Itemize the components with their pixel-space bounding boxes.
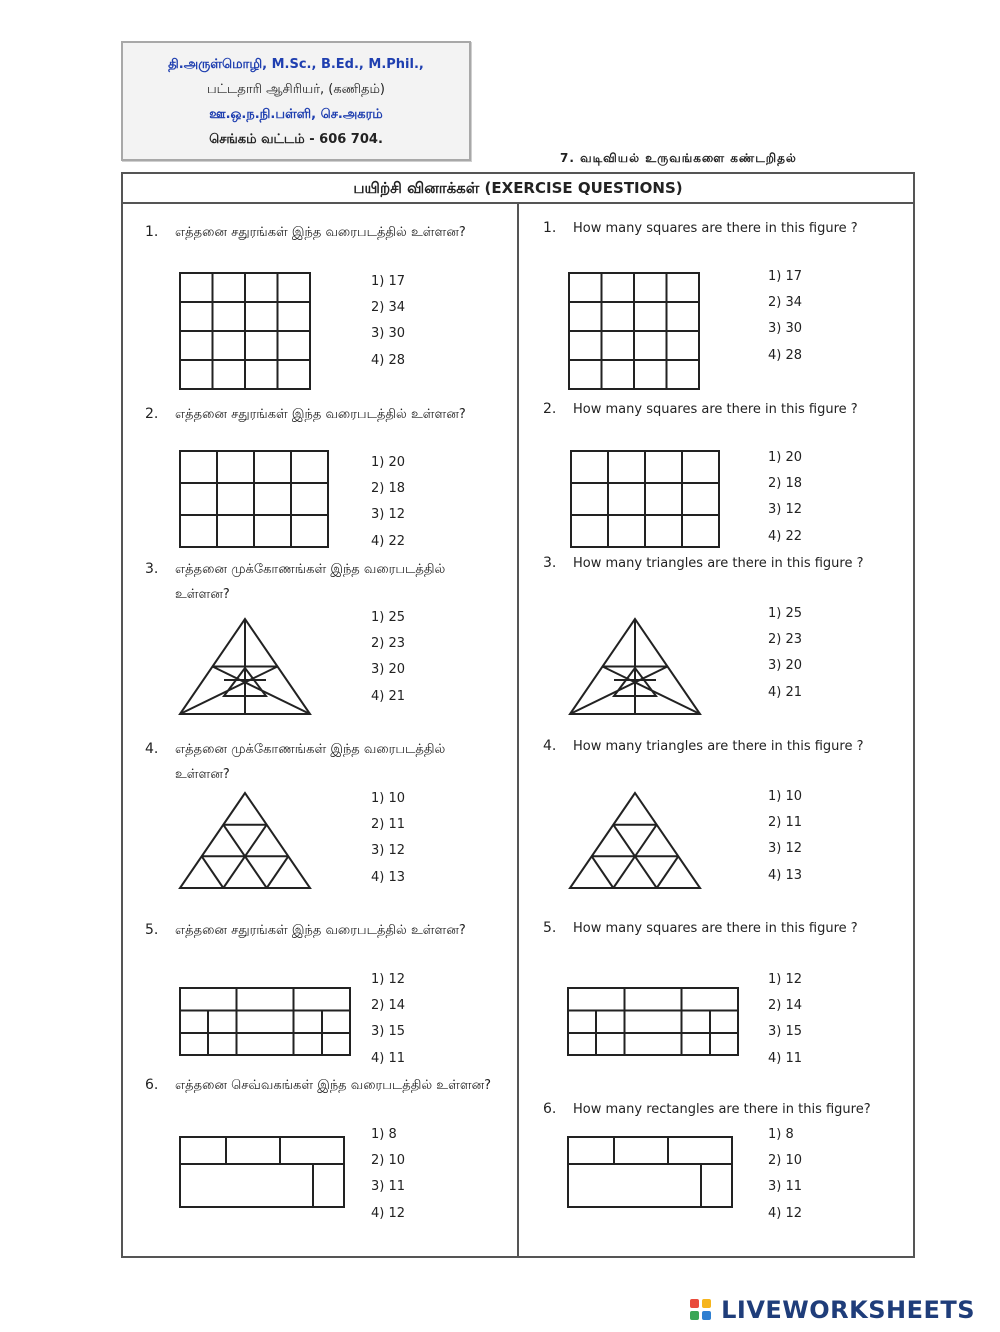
teacher-stamp xyxy=(121,41,471,161)
tamil-q4-option-1[interactable]: 1) 10 xyxy=(371,791,406,806)
worksheet-frame xyxy=(121,172,915,1258)
tamil-q4-option-2[interactable]: 2) 11 xyxy=(371,817,406,832)
tamil-q6-option-3[interactable]: 3) 11 xyxy=(371,1179,406,1194)
english-q4-text: How many triangles are there in this figure ? xyxy=(573,739,864,754)
tamil-q5-text: எத்தனை சதுரங்கள் இந்த வரைபடத்தில் உள்ளன? xyxy=(175,923,466,938)
tamil-q5-option-1[interactable]: 1) 12 xyxy=(371,972,406,987)
exercise-title: பயிற்சி வினாக்கள் (EXERCISE QUESTIONS) xyxy=(123,174,913,204)
english-q3-number: 3. xyxy=(543,555,557,571)
tamil-q3-text: எத்தனை முக்கோணங்கள் இந்த வரைபடத்தில் உள்ளன? xyxy=(175,562,446,602)
english-q5-option-1[interactable]: 1) 12 xyxy=(768,972,803,987)
english-q4-option-2[interactable]: 2) 11 xyxy=(768,815,803,830)
english-q4-option-1[interactable]: 1) 10 xyxy=(768,789,803,804)
english-q6-option-1[interactable]: 1) 8 xyxy=(768,1127,794,1142)
tamil-q6-number: 6. xyxy=(145,1077,159,1093)
english-q2-option-2[interactable]: 2) 18 xyxy=(768,476,803,491)
tamil-q6-text: எத்தனை செவ்வகங்கள் இந்த வரைபடத்தில் உள்ளன? xyxy=(175,1078,492,1093)
english-q1-option-3[interactable]: 3) 30 xyxy=(768,321,803,336)
liveworksheets-logo-icon xyxy=(690,1299,712,1321)
tamil-q4-text: எத்தனை முக்கோணங்கள் இந்த வரைபடத்தில் உள்ளன? xyxy=(175,742,446,782)
tamil-q5-figure-rectangles xyxy=(179,987,351,1057)
english-q4-figure-triangle xyxy=(569,792,701,892)
english-q4-option-3[interactable]: 3) 12 xyxy=(768,841,803,856)
tamil-q2-option-1[interactable]: 1) 20 xyxy=(371,455,406,470)
english-q3-option-1[interactable]: 1) 25 xyxy=(768,606,803,621)
tamil-q3-option-2[interactable]: 2) 23 xyxy=(371,636,406,651)
english-q2-option-3[interactable]: 3) 12 xyxy=(768,502,803,517)
tamil-q4-number: 4. xyxy=(145,741,159,757)
tamil-q2-option-4[interactable]: 4) 22 xyxy=(371,534,406,549)
tamil-q1-text: எத்தனை சதுரங்கள் இந்த வரைபடத்தில் உள்ளன? xyxy=(175,225,466,240)
english-q2-option-4[interactable]: 4) 22 xyxy=(768,529,803,544)
tamil-q6-figure-rectangles xyxy=(179,1136,345,1210)
tamil-q4-figure-triangle xyxy=(179,792,311,892)
tamil-q1-figure-grid xyxy=(179,272,311,392)
tamil-q6-option-2[interactable]: 2) 10 xyxy=(371,1153,406,1168)
english-q6-number: 6. xyxy=(543,1101,557,1117)
english-q3-option-2[interactable]: 2) 23 xyxy=(768,632,803,647)
liveworksheets-logo-text: LIVEWORKSHEETS xyxy=(721,1296,976,1324)
tamil-q5-number: 5. xyxy=(145,922,159,938)
stamp-school: ஊ.ஒ.ந.நி.பள்ளி, செ.அகரம் xyxy=(209,107,383,122)
tamil-q5-option-2[interactable]: 2) 14 xyxy=(371,998,406,1013)
english-q6-text: How many rectangles are there in this figure? xyxy=(573,1102,871,1117)
tamil-q2-figure-grid xyxy=(179,450,329,548)
english-q1-option-1[interactable]: 1) 17 xyxy=(768,269,803,284)
english-q5-option-4[interactable]: 4) 11 xyxy=(768,1051,803,1066)
english-q1-option-2[interactable]: 2) 34 xyxy=(768,295,803,310)
english-q3-option-3[interactable]: 3) 20 xyxy=(768,658,803,673)
tamil-q6-option-4[interactable]: 4) 12 xyxy=(371,1206,406,1221)
stamp-designation: பட்டதாரி ஆசிரியர், (கணிதம்) xyxy=(206,82,386,97)
tamil-q5-option-4[interactable]: 4) 11 xyxy=(371,1051,406,1066)
liveworksheets-logo[interactable] xyxy=(690,1296,975,1326)
tamil-q3-option-3[interactable]: 3) 20 xyxy=(371,662,406,677)
english-q2-number: 2. xyxy=(543,401,557,417)
english-q1-option-4[interactable]: 4) 28 xyxy=(768,348,803,363)
english-q6-figure-rectangles xyxy=(567,1136,733,1210)
tamil-q3-option-4[interactable]: 4) 21 xyxy=(371,689,406,704)
column-divider xyxy=(517,204,519,1256)
tamil-q1-option-2[interactable]: 2) 34 xyxy=(371,300,406,315)
tamil-q4-option-3[interactable]: 3) 12 xyxy=(371,843,406,858)
english-q6-option-3[interactable]: 3) 11 xyxy=(768,1179,803,1194)
english-q5-option-2[interactable]: 2) 14 xyxy=(768,998,803,1013)
tamil-q2-option-2[interactable]: 2) 18 xyxy=(371,481,406,496)
english-q1-figure-grid xyxy=(568,272,700,392)
stamp-address: செங்கம் வட்டம் - 606 704. xyxy=(209,132,383,147)
english-q6-option-4[interactable]: 4) 12 xyxy=(768,1206,803,1221)
english-q3-figure-triangle xyxy=(569,618,701,718)
tamil-q3-number: 3. xyxy=(145,561,159,577)
english-q1-text: How many squares are there in this figure ? xyxy=(573,221,858,236)
chapter-title: 7. வடிவியல் உருவங்களை கண்டறிதல் xyxy=(560,151,797,165)
english-q4-number: 4. xyxy=(543,738,557,754)
english-q2-text: How many squares are there in this figure ? xyxy=(573,402,858,417)
english-q3-option-4[interactable]: 4) 21 xyxy=(768,685,803,700)
stamp-name: தி.அருள்மொழி, M.Sc., B.Ed., M.Phil., xyxy=(168,57,424,72)
english-q3-text: How many triangles are there in this figure ? xyxy=(573,556,864,571)
tamil-q2-option-3[interactable]: 3) 12 xyxy=(371,507,406,522)
tamil-q4-option-4[interactable]: 4) 13 xyxy=(371,870,406,885)
english-q4-option-4[interactable]: 4) 13 xyxy=(768,868,803,883)
tamil-q1-option-1[interactable]: 1) 17 xyxy=(371,274,406,289)
tamil-q2-number: 2. xyxy=(145,406,159,422)
tamil-q6-option-1[interactable]: 1) 8 xyxy=(371,1127,397,1142)
english-q2-figure-grid xyxy=(570,450,720,548)
tamil-q3-figure-triangle xyxy=(179,618,311,718)
tamil-q1-option-3[interactable]: 3) 30 xyxy=(371,326,406,341)
tamil-q5-option-3[interactable]: 3) 15 xyxy=(371,1024,406,1039)
english-q5-option-3[interactable]: 3) 15 xyxy=(768,1024,803,1039)
english-q1-number: 1. xyxy=(543,220,557,236)
english-q5-number: 5. xyxy=(543,920,557,936)
english-q5-figure-rectangles xyxy=(567,987,739,1057)
english-q2-option-1[interactable]: 1) 20 xyxy=(768,450,803,465)
tamil-q1-option-4[interactable]: 4) 28 xyxy=(371,353,406,368)
english-q5-text: How many squares are there in this figure ? xyxy=(573,921,858,936)
tamil-q2-text: எத்தனை சதுரங்கள் இந்த வரைபடத்தில் உள்ளன? xyxy=(175,407,466,422)
tamil-q3-option-1[interactable]: 1) 25 xyxy=(371,610,406,625)
english-q6-option-2[interactable]: 2) 10 xyxy=(768,1153,803,1168)
tamil-q1-number: 1. xyxy=(145,224,159,240)
